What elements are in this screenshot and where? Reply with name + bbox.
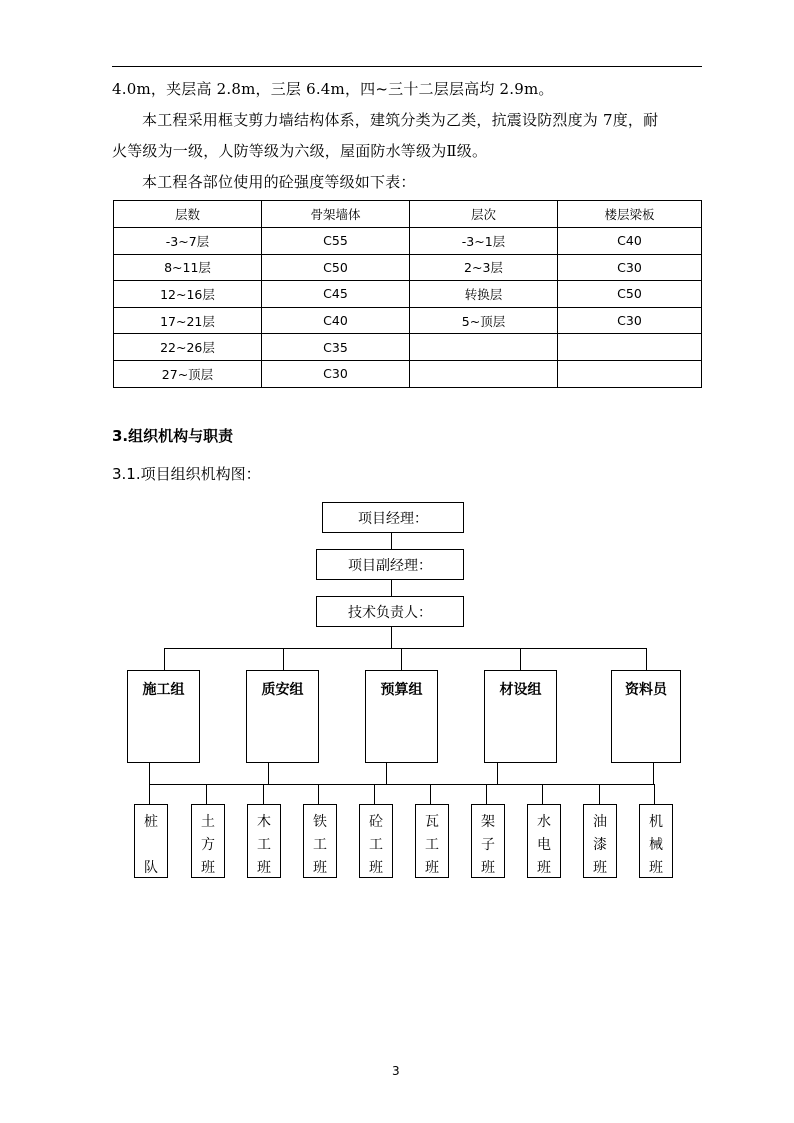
table-row [114, 254, 702, 281]
org-team-earthwork: 土方班 [191, 804, 225, 878]
connector-line [430, 784, 431, 804]
org-group-quality-safety [246, 670, 319, 763]
org-group-label: 资料员 [625, 682, 667, 698]
connector-line [263, 784, 264, 804]
org-group-label: 施工组 [142, 682, 185, 698]
org-box-label: 技术负责人： [348, 604, 432, 621]
table-cell: -3~7层 [114, 228, 262, 255]
table-cell: 8~11层 [114, 254, 262, 281]
table-cell [410, 360, 558, 387]
org-box-manager [322, 502, 464, 533]
table-cell: C30 [262, 360, 410, 387]
connector-line [318, 784, 319, 804]
connector-line [374, 784, 375, 804]
table-cell: 17~21层 [114, 307, 262, 334]
table-header-row [114, 201, 702, 228]
page-number: 3 [392, 1064, 400, 1078]
connector-line [653, 763, 654, 785]
table-row [114, 360, 702, 387]
connector-line [542, 784, 543, 804]
header-rule [112, 66, 702, 67]
org-team-scaffolding: 架子班 [471, 804, 505, 878]
connector-line [268, 763, 269, 785]
table-row [114, 228, 702, 255]
org-group-label: 质安组 [261, 682, 304, 698]
connector-line [283, 648, 284, 670]
table-cell [558, 360, 702, 387]
paragraph-fire-rating: 火等级为一级，人防等级为六级，屋面防水等级为Ⅱ级。 [112, 142, 488, 160]
paragraph-table-intro: 本工程各部位使用的砼强度等级如下表： [142, 173, 416, 191]
connector-line [149, 763, 150, 785]
connector-bus-teams [149, 784, 654, 785]
table-cell: C30 [558, 307, 702, 334]
table-cell: 转换层 [410, 281, 558, 308]
table-row [114, 334, 702, 361]
paragraph-floor-heights: 4.0m，夹层高 2.8m，三层 6.4m，四~三十二层层高均 2.9m。 [112, 80, 554, 98]
org-group-label: 材设组 [499, 682, 542, 698]
connector-line [149, 784, 150, 804]
table-cell: C50 [558, 281, 702, 308]
table-cell: C30 [558, 254, 702, 281]
org-team-carpentry: 木工班 [247, 804, 281, 878]
table-cell [410, 334, 558, 361]
org-group-materials [484, 670, 557, 763]
table-cell: 27~顶层 [114, 360, 262, 387]
org-team-plumbing-electrical: 水电班 [527, 804, 561, 878]
table-cell: C40 [262, 307, 410, 334]
table-header-cell: 楼层梁板 [558, 201, 702, 228]
org-team-painting: 油漆班 [583, 804, 617, 878]
subsection-title: 3.1.项目组织机构图： [112, 465, 261, 483]
org-box-deputy [316, 549, 464, 580]
connector-line [386, 763, 387, 785]
table-header-cell: 层次 [410, 201, 558, 228]
connector-line [486, 784, 487, 804]
org-box-tech-lead [316, 596, 464, 627]
table-cell: 5~顶层 [410, 307, 558, 334]
paragraph-structure: 本工程采用框支剪力墙结构体系，建筑分类为乙类，抗震设防烈度为 7度，耐 [142, 111, 659, 129]
table-cell [558, 334, 702, 361]
table-cell: 12~16层 [114, 281, 262, 308]
connector-line [654, 784, 655, 804]
table-cell: C45 [262, 281, 410, 308]
connector-line [646, 648, 647, 670]
connector-line [599, 784, 600, 804]
org-team-steel: 铁工班 [303, 804, 337, 878]
table-cell: 22~26层 [114, 334, 262, 361]
connector-line [391, 533, 392, 549]
org-team-machinery: 机械班 [639, 804, 673, 878]
connector-bus-groups [164, 648, 646, 649]
table-row [114, 281, 702, 308]
connector-line [497, 763, 498, 785]
org-group-construction [127, 670, 200, 763]
table-cell: 2~3层 [410, 254, 558, 281]
connector-line [391, 627, 392, 649]
org-team-pile: 桩 队 [134, 804, 168, 878]
concrete-grade-table [113, 200, 702, 388]
connector-line [520, 648, 521, 670]
org-box-label: 项目经理： [358, 510, 428, 527]
table-cell: C50 [262, 254, 410, 281]
table-header-cell: 骨架墙体 [262, 201, 410, 228]
connector-line [206, 784, 207, 804]
org-team-concrete: 砼工班 [359, 804, 393, 878]
connector-line [391, 580, 392, 596]
org-box-label: 项目副经理： [348, 557, 432, 574]
section-title: 3.组织机构与职责 [112, 427, 234, 445]
org-group-budget [365, 670, 438, 763]
connector-line [164, 648, 165, 670]
table-cell: -3~1层 [410, 228, 558, 255]
org-group-documents [611, 670, 681, 763]
table-cell: C55 [262, 228, 410, 255]
org-team-masonry: 瓦工班 [415, 804, 449, 878]
table-header-cell: 层数 [114, 201, 262, 228]
table-row [114, 307, 702, 334]
connector-line [401, 648, 402, 670]
org-group-label: 预算组 [380, 682, 423, 698]
table-cell: C35 [262, 334, 410, 361]
table-cell: C40 [558, 228, 702, 255]
